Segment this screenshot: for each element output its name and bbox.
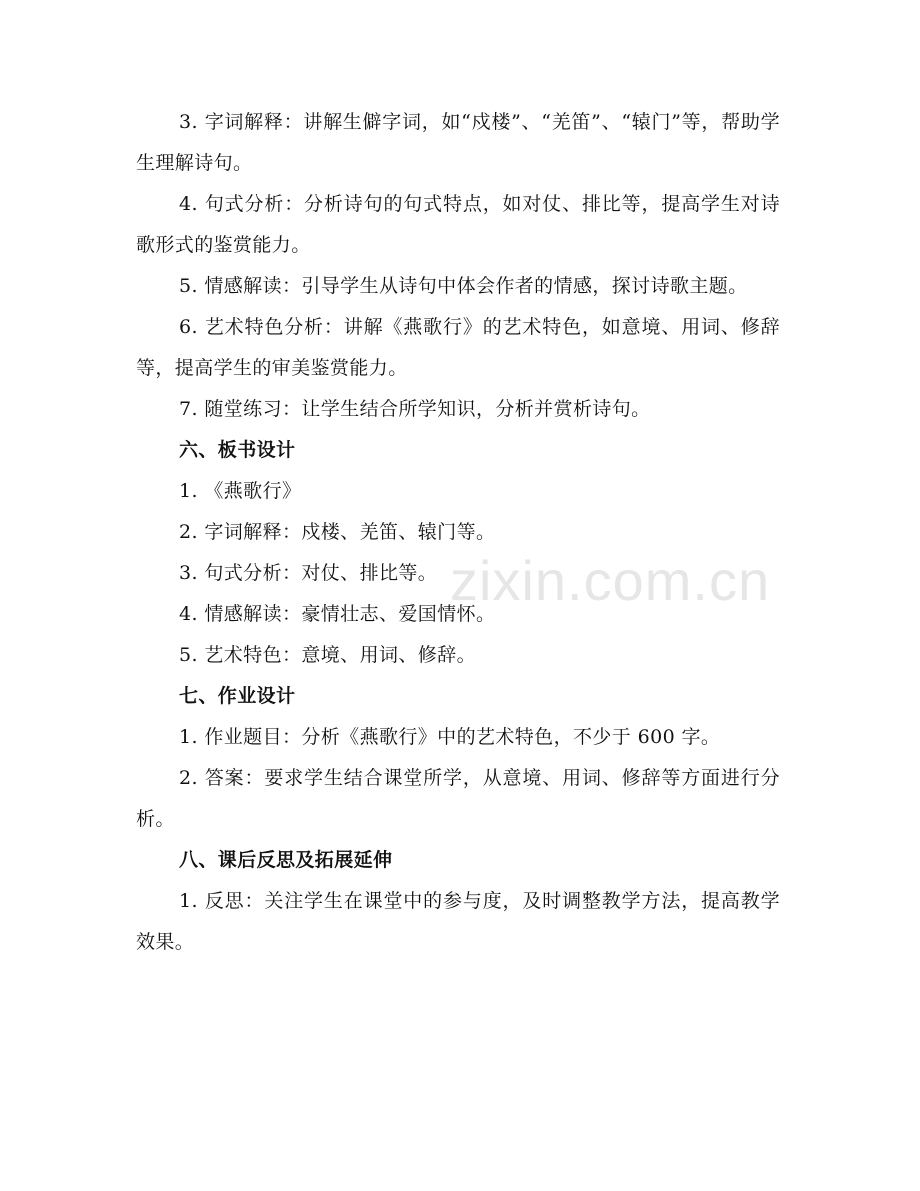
homework-item-2: 2. 答案：要求学生结合课堂所学，从意境、用词、修辞等方面进行分析。 — [136, 767, 780, 830]
section-heading-homework-design: 七、作业设计 — [179, 685, 296, 707]
reflection-item-1: 1. 反思：关注学生在课堂中的参与度，及时调整教学方法，提高教学效果。 — [136, 890, 780, 953]
paragraph-item-4-sentence-analysis: 4. 句式分析：分析诗句的句式特点，如对仗、排比等，提高学生对诗歌形式的鉴赏能力。 — [136, 193, 780, 256]
section-heading-reflection: 八、课后反思及拓展延伸 — [179, 849, 393, 871]
paragraph-item-7-in-class-practice: 7. 随堂练习：让学生结合所学知识，分析并赏析诗句。 — [179, 398, 651, 420]
paragraph-item-5-emotion-reading: 5. 情感解读：引导学生从诗句中体会作者的情感，探讨诗歌主题。 — [179, 275, 748, 297]
board-item-5: 5. 艺术特色：意境、用词、修辞。 — [179, 644, 476, 666]
document-body — [136, 102, 780, 963]
board-item-2: 2. 字词解释：戍楼、羌笛、辕门等。 — [179, 521, 496, 543]
watermark-text: zixin.com.cn — [450, 549, 771, 612]
homework-item-1: 1. 作业题目：分析《燕歌行》中的艺术特色，不少于 600 字。 — [179, 726, 721, 748]
paragraph-item-3-word-explanation: 3. 字词解释：讲解生僻字词，如“戍楼”、“羌笛”、“辕门”等，帮助学生理解诗句。 — [136, 111, 780, 174]
board-item-4: 4. 情感解读：豪情壮志、爱国情怀。 — [179, 603, 496, 625]
board-item-3: 3. 句式分析：对仗、排比等。 — [179, 562, 438, 584]
paragraph-item-6-artistic-features: 6. 艺术特色分析：讲解《燕歌行》的艺术特色，如意境、用词、修辞等，提高学生的审美鉴赏能力。 — [136, 316, 780, 379]
section-heading-board-design: 六、板书设计 — [179, 439, 296, 461]
board-item-1: 1. 《燕歌行》 — [179, 480, 302, 502]
